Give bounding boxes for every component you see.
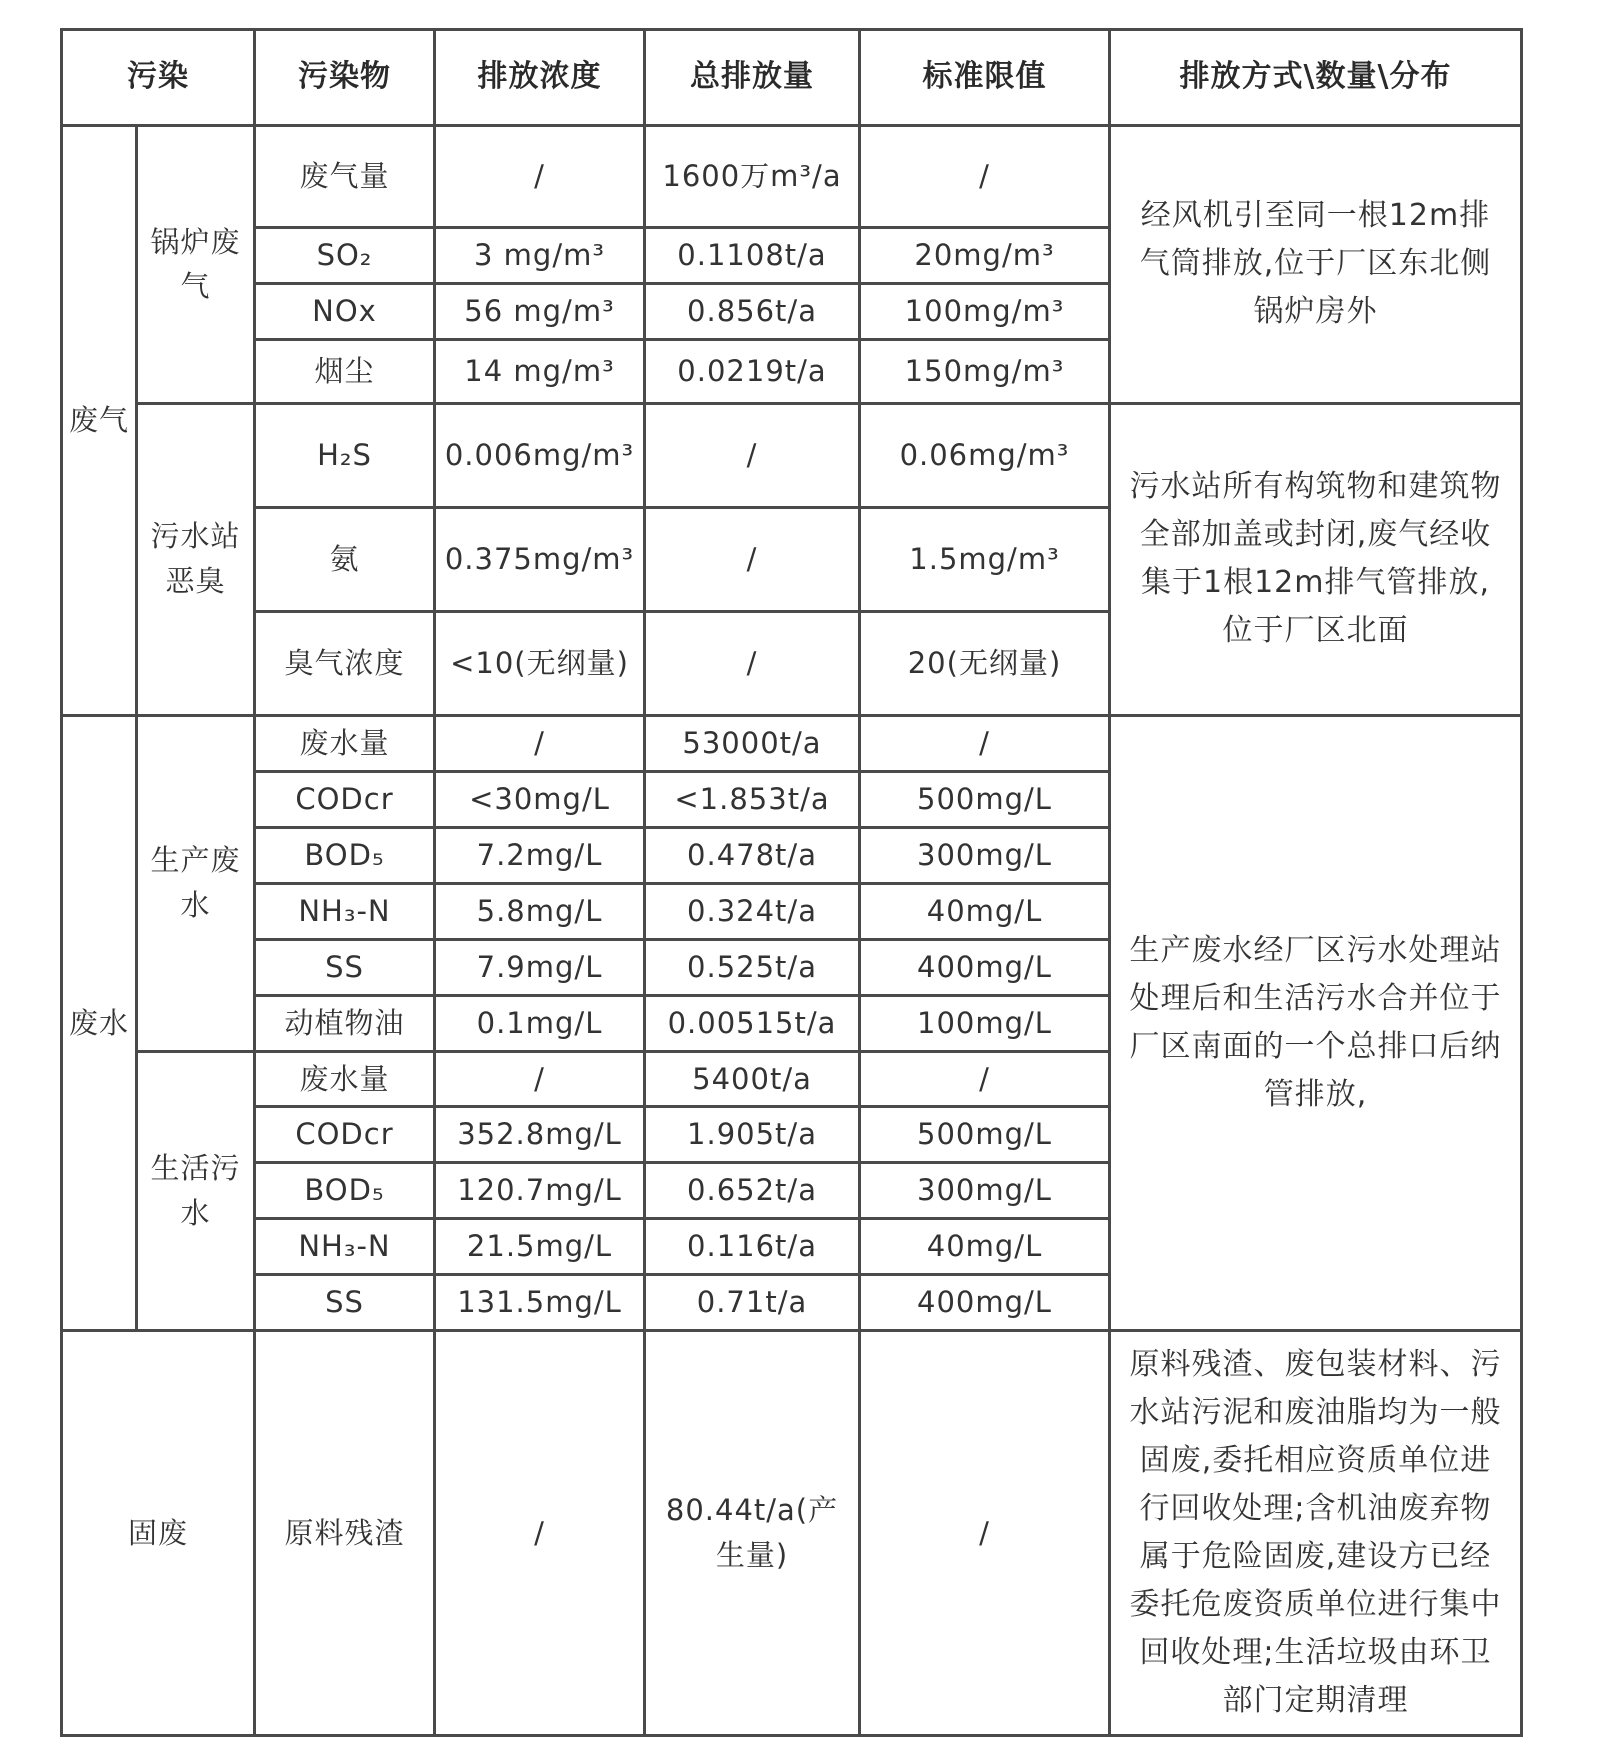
total-emission: / [645,507,860,611]
standard-limit: 400mg/L [860,1275,1110,1331]
category-solid-waste: 固废 [62,1331,255,1736]
method-waste-water: 生产废水经厂区污水处理站处理后和生活污水合并位于厂区南面的一个总排口后纳管排放, [1110,715,1522,1330]
standard-limit: 20mg/m³ [860,228,1110,284]
total-emission: 0.652t/a [645,1163,860,1219]
concentration: 131.5mg/L [435,1275,645,1331]
total-emission: / [645,611,860,715]
standard-limit: 500mg/L [860,1107,1110,1163]
concentration: 120.7mg/L [435,1163,645,1219]
method-solid-waste: 原料残渣、废包装材料、污水站污泥和废油脂均为一般固废,委托相应资质单位进行回收处理;含机油废弃物属于危险固废,建设方已经委托危废资质单位进行集中回收处理;生活垃圾由环卫部门定期清理 [1110,1331,1522,1736]
concentration: 3 mg/m³ [435,228,645,284]
total-emission: 0.71t/a [645,1275,860,1331]
standard-limit: 40mg/L [860,883,1110,939]
header-category: 污染 [62,30,255,126]
subcategory-boiler: 锅炉废气 [137,126,255,404]
pollutant-name: SS [255,1275,435,1331]
subcategory-production: 生产废水 [137,715,255,1051]
pollutant-name: NH₃-N [255,1219,435,1275]
pollutant-name: 氨 [255,507,435,611]
pollutant-name: 废气量 [255,126,435,228]
total-emission: 53000t/a [645,715,860,771]
standard-limit: / [860,1331,1110,1736]
standard-limit: 500mg/L [860,771,1110,827]
concentration: 0.375mg/m³ [435,507,645,611]
standard-limit: 100mg/m³ [860,283,1110,339]
header-row [62,30,1522,126]
pollutant-name: BOD₅ [255,827,435,883]
standard-limit: 150mg/m³ [860,339,1110,403]
pollutant-name: CODcr [255,771,435,827]
header-pollutant: 污染物 [255,30,435,126]
pollutant-name: 原料残渣 [255,1331,435,1736]
pollutant-name: BOD₅ [255,1163,435,1219]
pollutant-name: SO₂ [255,228,435,284]
table-row [62,403,1522,507]
total-emission: 80.44t/a(产生量) [645,1331,860,1736]
total-emission: 0.525t/a [645,939,860,995]
standard-limit: 0.06mg/m³ [860,403,1110,507]
total-emission: 1.905t/a [645,1107,860,1163]
concentration: 0.1mg/L [435,995,645,1051]
standard-limit: 300mg/L [860,827,1110,883]
standard-limit: 400mg/L [860,939,1110,995]
header-method: 排放方式\数量\分布 [1110,30,1522,126]
concentration: / [435,126,645,228]
pollutant-name: CODcr [255,1107,435,1163]
pollutant-name: 臭气浓度 [255,611,435,715]
category-waste-gas: 废气 [62,126,137,716]
concentration: 7.9mg/L [435,939,645,995]
category-waste-water: 废水 [62,715,137,1330]
concentration: 5.8mg/L [435,883,645,939]
header-concentration: 排放浓度 [435,30,645,126]
concentration: 14 mg/m³ [435,339,645,403]
total-emission: <1.853t/a [645,771,860,827]
pollutant-emission-table [60,28,1523,1737]
concentration: / [435,1051,645,1107]
concentration: 21.5mg/L [435,1219,645,1275]
total-emission: 5400t/a [645,1051,860,1107]
standard-limit: / [860,715,1110,771]
pollutant-name: NOx [255,283,435,339]
standard-limit: 300mg/L [860,1163,1110,1219]
table-row [62,715,1522,771]
standard-limit: 100mg/L [860,995,1110,1051]
total-emission: 0.0219t/a [645,339,860,403]
pollutant-name: H₂S [255,403,435,507]
pollutant-name: 烟尘 [255,339,435,403]
table-row [62,1331,1522,1736]
subcategory-odor: 污水站恶臭 [137,403,255,715]
total-emission: 0.00515t/a [645,995,860,1051]
total-emission: 0.856t/a [645,283,860,339]
pollutant-name: 废水量 [255,715,435,771]
total-emission: 0.324t/a [645,883,860,939]
concentration: / [435,715,645,771]
standard-limit: 1.5mg/m³ [860,507,1110,611]
table-row [62,126,1522,228]
concentration: <10(无纲量) [435,611,645,715]
header-total: 总排放量 [645,30,860,126]
total-emission: 0.478t/a [645,827,860,883]
method-boiler: 经风机引至同一根12m排气筒排放,位于厂区东北侧锅炉房外 [1110,126,1522,404]
standard-limit: 20(无纲量) [860,611,1110,715]
concentration: / [435,1331,645,1736]
header-limit: 标准限值 [860,30,1110,126]
total-emission: 0.1108t/a [645,228,860,284]
total-emission: / [645,403,860,507]
standard-limit: / [860,126,1110,228]
pollutant-name: 废水量 [255,1051,435,1107]
method-odor: 污水站所有构筑物和建筑物全部加盖或封闭,废气经收集于1根12m排气管排放,位于厂区北面 [1110,403,1522,715]
pollutant-name: NH₃-N [255,883,435,939]
subcategory-domestic: 生活污水 [137,1051,255,1331]
concentration: 7.2mg/L [435,827,645,883]
total-emission: 0.116t/a [645,1219,860,1275]
concentration: <30mg/L [435,771,645,827]
pollutant-name: 动植物油 [255,995,435,1051]
concentration: 0.006mg/m³ [435,403,645,507]
pollutant-name: SS [255,939,435,995]
concentration: 56 mg/m³ [435,283,645,339]
concentration: 352.8mg/L [435,1107,645,1163]
standard-limit: 40mg/L [860,1219,1110,1275]
total-emission: 1600万m³/a [645,126,860,228]
standard-limit: / [860,1051,1110,1107]
